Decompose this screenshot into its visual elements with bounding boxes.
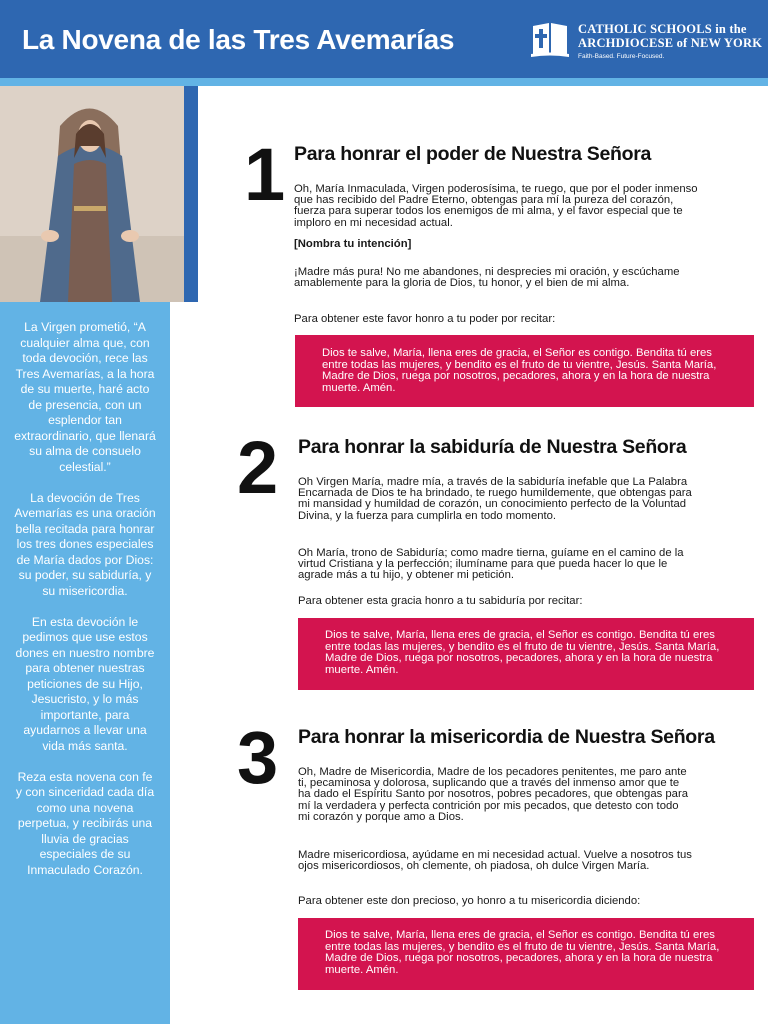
sidebar-paragraph: La devoción de Tres Avemarías es una oración bella recitada para honrar los tres dones especiales de María dados por Dios: su poder, su sabiduría, y su misericordia. [14, 490, 156, 598]
section-1-prayer-text: Dios te salve, María, llena eres de gracia, el Señor es contigo. Bendita tú eres entre todas las mujeres, y bendito es el fruto de tu vientre, Jesús. Santa María, Madre de Dios, ruega por nosotros, pecadores, ahora y en la hora de nuestra muerte. Amén. [322, 347, 717, 394]
section-3-paragraph-3: Para obtener este don precioso, yo honro a tu misericordia diciendo: [298, 895, 641, 907]
photo-accent-rule [184, 86, 198, 302]
sidebar-panel [0, 302, 170, 1024]
virgin-mary-statue-photo [0, 86, 184, 302]
section-number-1: 1 [244, 133, 284, 216]
sidebar-text [14, 320, 156, 894]
section-3-prayer-box [298, 918, 754, 990]
section-2-prayer-box [298, 618, 754, 690]
section-3-paragraph-1: Oh, Madre de Misericordia, Madre de los pecadores penitentes, me paro ante ti, pecaminosa y dolorosa, suplicando que a través del inmenso amor que te ha dado el Espíritu Santo por nosotros, pobres pecadores, que obtengas para mí la verdadera y perfecta contrición por mis pecados, que detesto con todo mi corazón y porque amo a Dios. [298, 766, 689, 823]
section-title-1: Para honrar el poder de Nuestra Señora [294, 143, 652, 165]
page-title: La Novena de las Tres Avemarías [22, 24, 455, 55]
logo-line-1: CATHOLIC SCHOOLS in the [578, 22, 747, 36]
section-1-paragraph-1: Oh, María Inmaculada, Virgen poderosísima, te ruego, que por el poder inmenso que has recibido del Padre Eterno, obtengas para mí la pureza del corazón, fuerza para superar todos los enemigos de mi alma, y el favor especial que te imploro en mi necesidad actual. [294, 183, 698, 229]
section-1-paragraph-3: Para obtener este favor honro a tu poder por recitar: [294, 313, 556, 325]
section-2-paragraph-1: Oh Virgen María, madre mía, a través de la sabiduría inefable que La Palabra Encarnada de Dios te ha brindado, te ruego humildemente, que obtengas para mi mansidad y humildad de corazón, un conocimiento perfecto de la Voluntad Divina, y la fuerza para cumplirla en todo momento. [298, 476, 692, 522]
section-2-prayer-text: Dios te salve, María, llena eres de gracia, el Señor es contigo. Bendita tú eres entre todas las mujeres, y bendito es el fruto de tu vientre, Jesús. Santa María, Madre de Dios, ruega por nosotros, pecadores, ahora y en la hora de nuestra muerte. Amén. [325, 629, 720, 676]
logo-tagline: Faith-Based. Future-Focused. [578, 53, 665, 60]
section-title-2: Para honrar la sabiduría de Nuestra Señora [298, 436, 687, 458]
section-1-intention: [Nombra tu intención] [294, 238, 412, 250]
section-number-3: 3 [237, 716, 277, 799]
header-accent-stripe [0, 78, 768, 86]
section-1-prayer-box [295, 335, 754, 407]
section-2-paragraph-2: Oh María, trono de Sabiduría; como madre tierna, guíame en el camino de la virtud Cristiana y la perfección; ilumíname para que pueda hacer lo que le agrade más a tu hijo, y obtener mi petición. [298, 547, 684, 582]
section-number-2: 2 [237, 426, 277, 509]
section-title-3: Para honrar la misericordia de Nuestra Señora [298, 726, 715, 748]
section-1-paragraph-2: ¡Madre más pura! No me abandones, ni desprecies mi oración, y escúchame amablemente para la gloria de Dios, tu honor, y el bien de mi alma. [294, 266, 680, 290]
section-2-paragraph-3: Para obtener esta gracia honro a tu sabiduría por recitar: [298, 595, 583, 607]
sidebar-paragraph: En esta devoción le pedimos que use estos dones en nuestro nombre para obtener nuestras peticiones de su Hijo, Jesucristo, y lo más importante, para ayudarnos a llevar una vida más santa. [15, 614, 155, 753]
logo-line-2: ARCHDIOCESE of NEW YORK [578, 36, 763, 50]
book-cross-icon [530, 18, 570, 58]
school-logo [530, 16, 763, 64]
sidebar-paragraph: La Virgen prometió, “A cualquier alma que, con toda devoción, rece las Tres Avemarías, a la hora de su muerte, haré acto de presencia, con un esplendor tan extraordinario, que llenará su alma de consuelo celestial.” [14, 320, 156, 474]
section-3-prayer-text: Dios te salve, María, llena eres de gracia, el Señor es contigo. Bendita tú eres entre todas las mujeres, y bendito es el fruto de tu vientre, Jesús. Santa María, Madre de Dios, ruega por nosotros, pecadores, ahora y en la hora de nuestra muerte. Amén. [325, 929, 720, 976]
sidebar-paragraph: Reza esta novena con fe y con sinceridad cada día como una novena perpetua, y recibirás una lluvia de gracias especiales de su Inmaculado Corazón. [15, 769, 155, 877]
section-3-paragraph-2: Madre misericordiosa, ayúdame en mi necesidad actual. Vuelve a nosotros tus ojos misericordiosos, oh clemente, oh piadosa, oh dulce Virgen María. [298, 849, 692, 873]
header-bar [0, 0, 768, 78]
